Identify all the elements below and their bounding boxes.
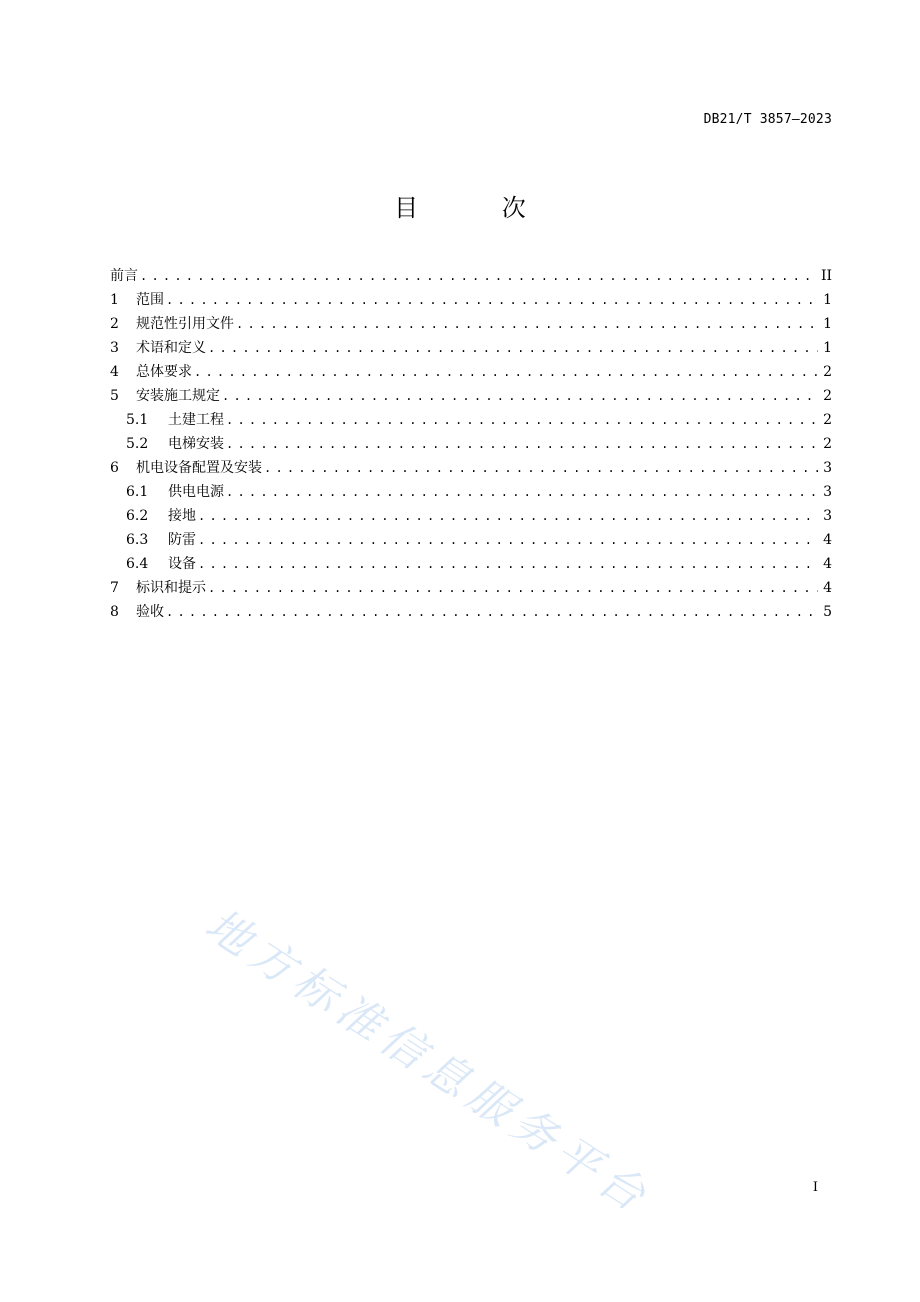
- watermark: 地方标准信息服务平台: [196, 899, 661, 1226]
- toc-entry-number: 6.3: [126, 532, 149, 548]
- toc-entry-number: 6.1: [126, 484, 149, 500]
- toc-entry-page: 4: [823, 580, 832, 596]
- toc-dot-leader: [166, 288, 818, 312]
- toc-entry[interactable]: [110, 576, 832, 600]
- toc-entry[interactable]: [110, 432, 832, 456]
- toc-entry[interactable]: [110, 408, 832, 432]
- toc-dot-leader: [208, 336, 818, 360]
- toc-entry-number: 5: [110, 388, 119, 404]
- toc-entry-page: 1: [823, 316, 832, 332]
- toc-entry-page: II: [820, 268, 832, 284]
- toc-entry-page: 4: [823, 556, 832, 572]
- toc-dot-leader: [140, 264, 817, 288]
- toc-dot-leader: [226, 408, 818, 432]
- toc-dot-leader: [198, 552, 818, 576]
- toc-entry-title: 规范性引用文件: [136, 316, 234, 332]
- toc-entry-page: 4: [823, 532, 832, 548]
- toc-dot-leader: [208, 576, 818, 600]
- toc-entry[interactable]: [110, 504, 832, 528]
- page-number: I: [812, 1180, 818, 1195]
- toc-entry-number: 6: [110, 460, 119, 476]
- toc-entry-title: 防雷: [168, 532, 196, 548]
- toc-entry-title: 范围: [136, 292, 164, 308]
- toc-entry-title: 设备: [168, 556, 196, 572]
- toc-entry-title: 总体要求: [136, 364, 192, 380]
- toc-entry[interactable]: [110, 360, 832, 384]
- toc-entry-title: 供电电源: [168, 484, 224, 500]
- toc-entry-number: 8: [110, 604, 119, 620]
- toc-entry-title: 接地: [168, 508, 196, 524]
- toc-entry-number: 4: [110, 364, 119, 380]
- toc-entry[interactable]: [110, 384, 832, 408]
- toc-entry-number: 5.1: [126, 412, 149, 428]
- toc-entry-page: 3: [823, 484, 832, 500]
- toc-entry-title: 土建工程: [168, 412, 224, 428]
- document-code: DB21/T 3857—2023: [703, 112, 832, 127]
- toc-entry-title: 前言: [110, 268, 138, 284]
- toc-entry-number: 3: [110, 340, 119, 356]
- toc-dot-leader: [226, 432, 818, 456]
- toc-entry[interactable]: [110, 480, 832, 504]
- toc-entry-page: 2: [823, 436, 832, 452]
- toc-entry[interactable]: [110, 456, 832, 480]
- toc-entry-title: 验收: [136, 604, 164, 620]
- toc-entry-page: 3: [823, 460, 832, 476]
- toc-dot-leader: [198, 528, 818, 552]
- toc-entry[interactable]: [110, 552, 832, 576]
- toc-dot-leader: [264, 456, 818, 480]
- toc-entry-title: 安装施工规定: [136, 388, 220, 404]
- toc-dot-leader: [194, 360, 818, 384]
- toc-entry[interactable]: [110, 264, 832, 288]
- toc-entry-title: 机电设备配置及安装: [136, 460, 262, 476]
- toc-entry[interactable]: [110, 312, 832, 336]
- toc-entry-number: 7: [110, 580, 119, 596]
- toc-entry[interactable]: [110, 528, 832, 552]
- toc-entry-number: 5.2: [126, 436, 149, 452]
- toc-entry-title: 标识和提示: [136, 580, 206, 596]
- toc-dot-leader: [198, 504, 818, 528]
- toc-title: 目 次: [394, 194, 564, 222]
- toc-entry-page: 1: [823, 340, 832, 356]
- toc-entry-page: 1: [823, 292, 832, 308]
- toc-entry-page: 2: [823, 412, 832, 428]
- toc-dot-leader: [226, 480, 818, 504]
- toc-entry-number: 6.2: [126, 508, 149, 524]
- toc-entry[interactable]: [110, 288, 832, 312]
- toc-entry-title: 电梯安装: [168, 436, 224, 452]
- toc-dot-leader: [222, 384, 818, 408]
- toc-entry-page: 2: [823, 388, 832, 404]
- toc-entry-number: 6.4: [126, 556, 149, 572]
- toc-dot-leader: [166, 600, 818, 624]
- table-of-contents: [110, 264, 832, 624]
- toc-entry[interactable]: [110, 600, 832, 624]
- toc-entry-title: 术语和定义: [136, 340, 206, 356]
- toc-dot-leader: [236, 312, 818, 336]
- toc-entry-page: 5: [823, 604, 832, 620]
- toc-entry-page: 2: [823, 364, 832, 380]
- toc-entry-page: 3: [823, 508, 832, 524]
- toc-entry-number: 2: [110, 316, 119, 332]
- toc-entry[interactable]: [110, 336, 832, 360]
- toc-entry-number: 1: [110, 292, 119, 308]
